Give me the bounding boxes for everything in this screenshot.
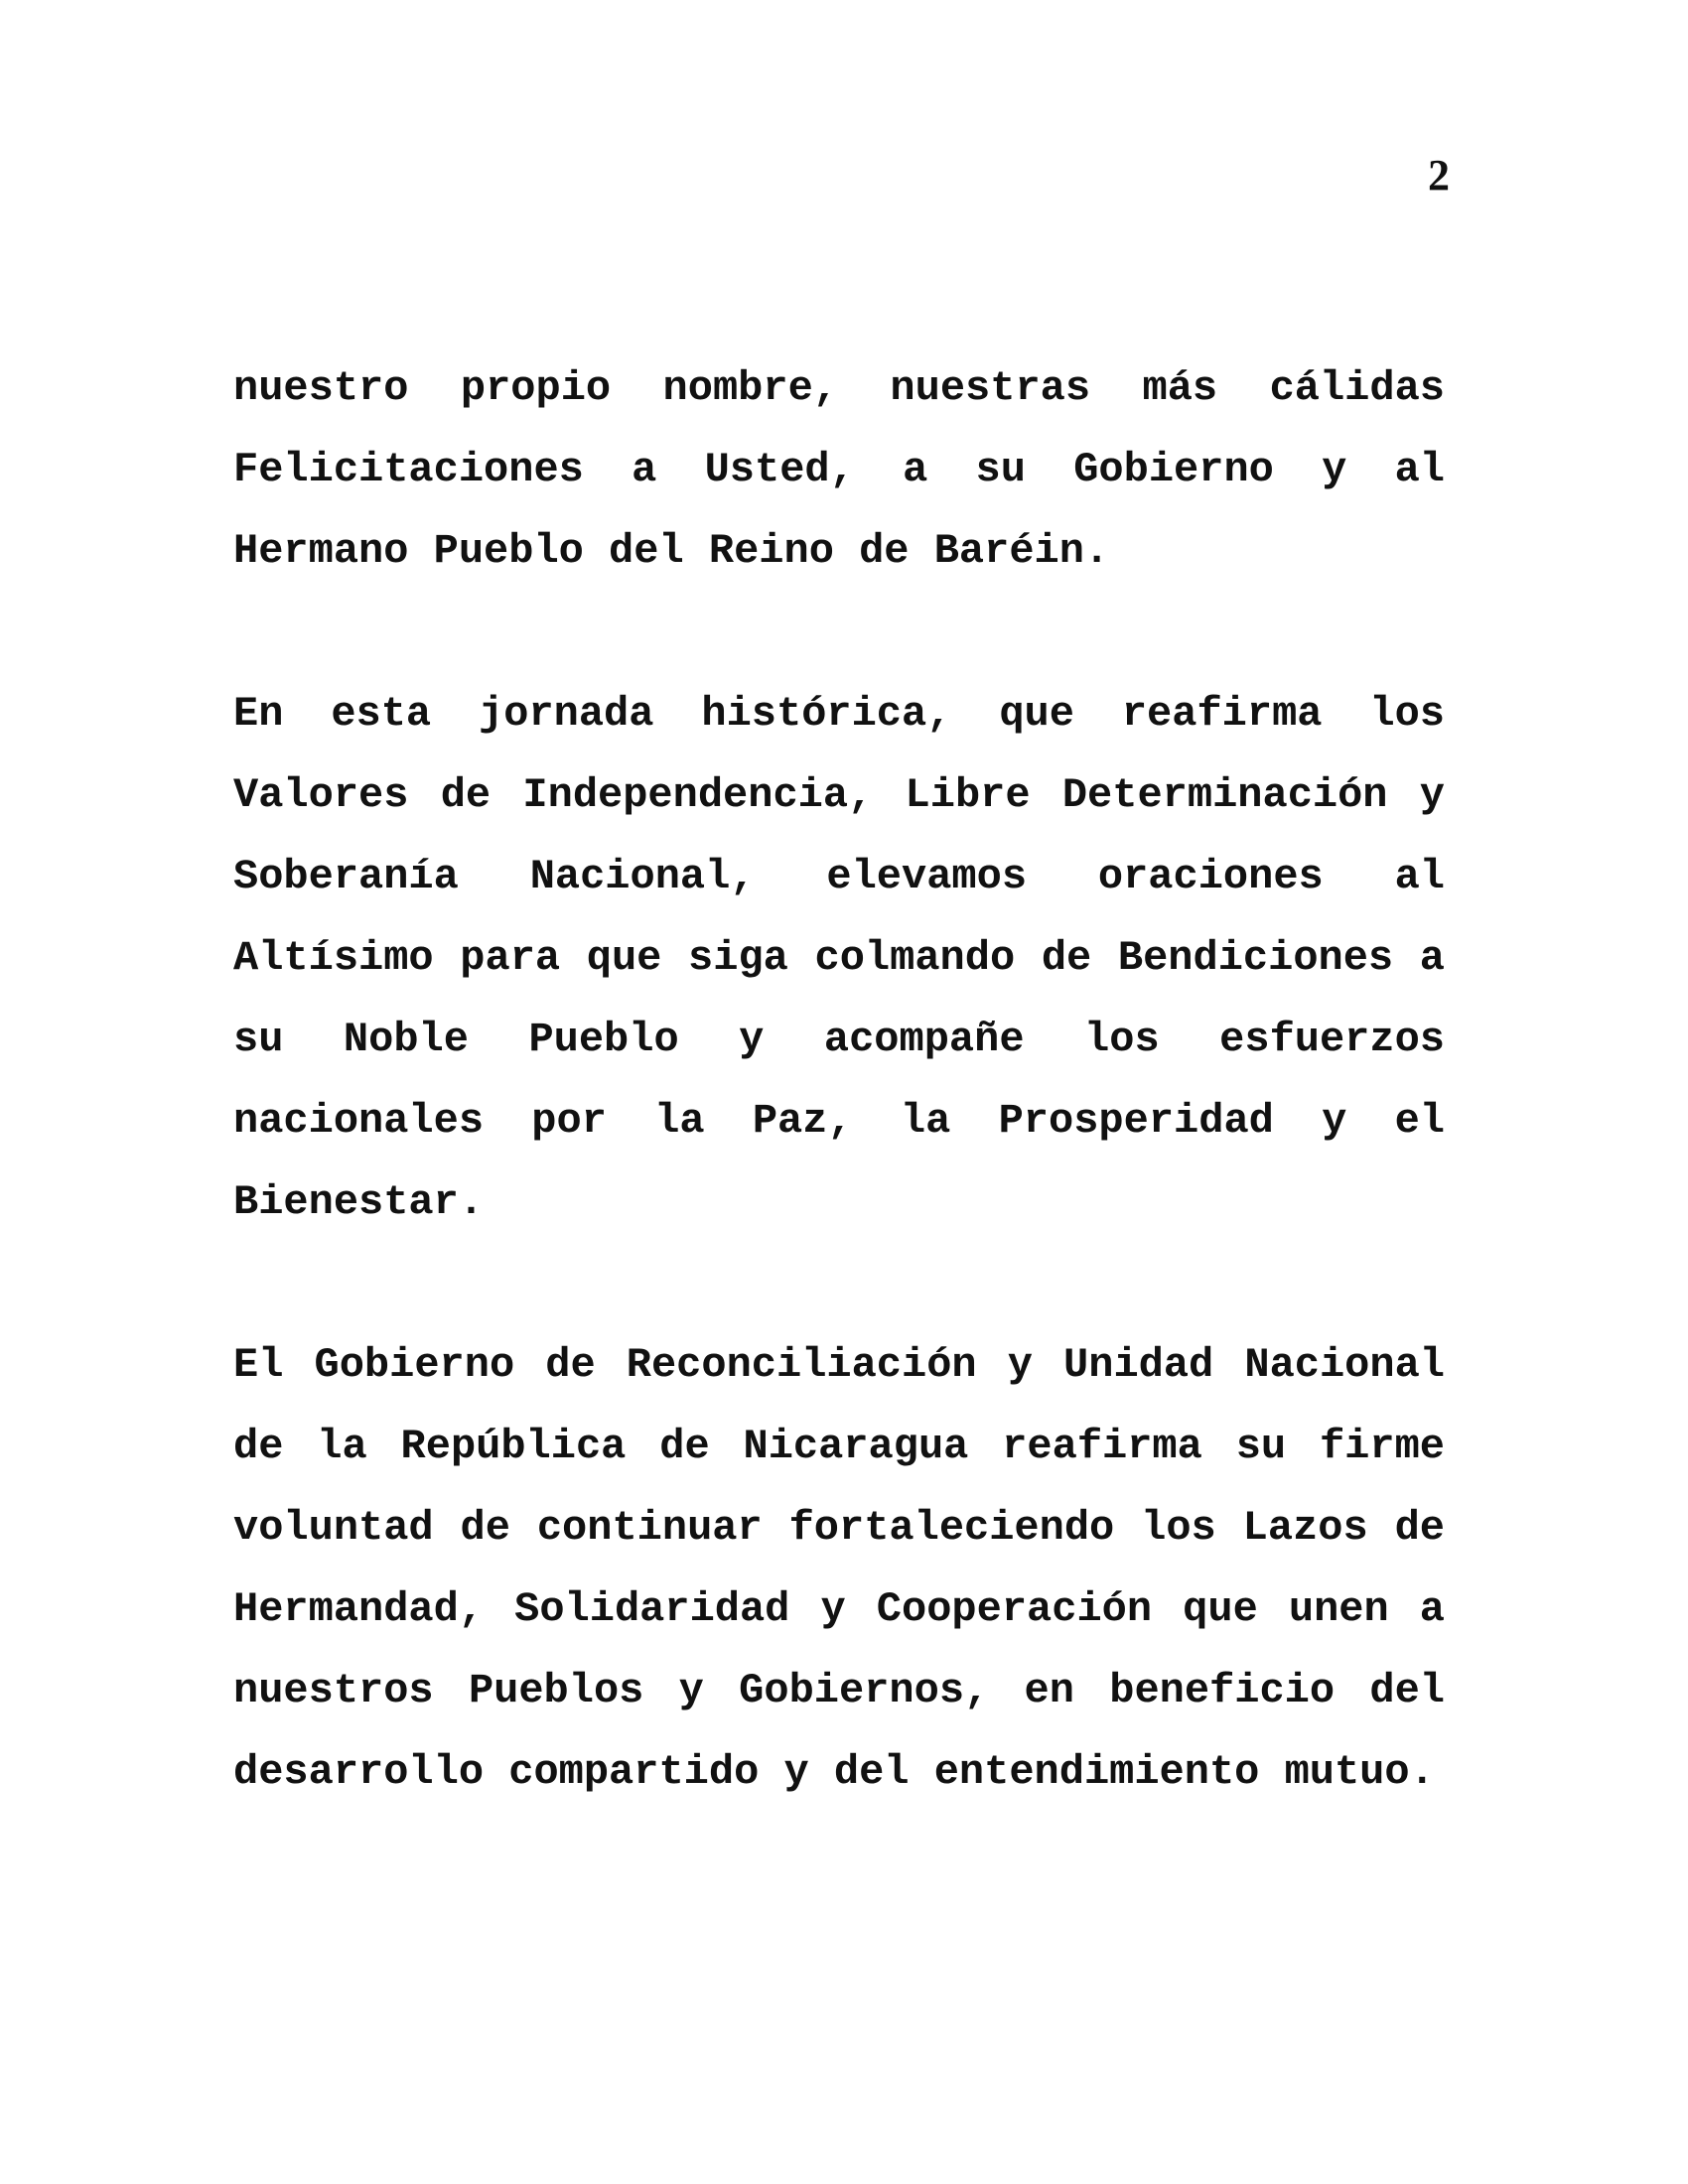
paragraph-blessings: En esta jornada histórica, que reafirma los Valores de Independencia, Libre Determinación y Soberanía Nacional, elevamos oraciones al Altísimo para que siga colmando de Bendiciones a su Noble Pueblo y acompañe los esfuerzos nacionales por la Paz, la Prosperidad y el Bienestar. (233, 690, 1445, 1226)
paragraph-congratulations: nuestro propio nombre, nuestras más cálidas Felicitaciones a Usted, a su Gobierno y al Hermano Pueblo del Reino de Baréin. (233, 364, 1445, 575)
page-number: 2 (1428, 151, 1450, 200)
paragraph-cooperation: El Gobierno de Reconciliación y Unidad Nacional de la República de Nicaragua reafirma su firme voluntad de continuar fortaleciendo los Lazos de Hermandad, Solidaridad y Cooperación que unen a nuestros Pueblos y Gobiernos, en beneficio del desarrollo compartido y del entendimiento mutuo. (233, 1341, 1445, 1796)
letter-body (233, 347, 1445, 1813)
